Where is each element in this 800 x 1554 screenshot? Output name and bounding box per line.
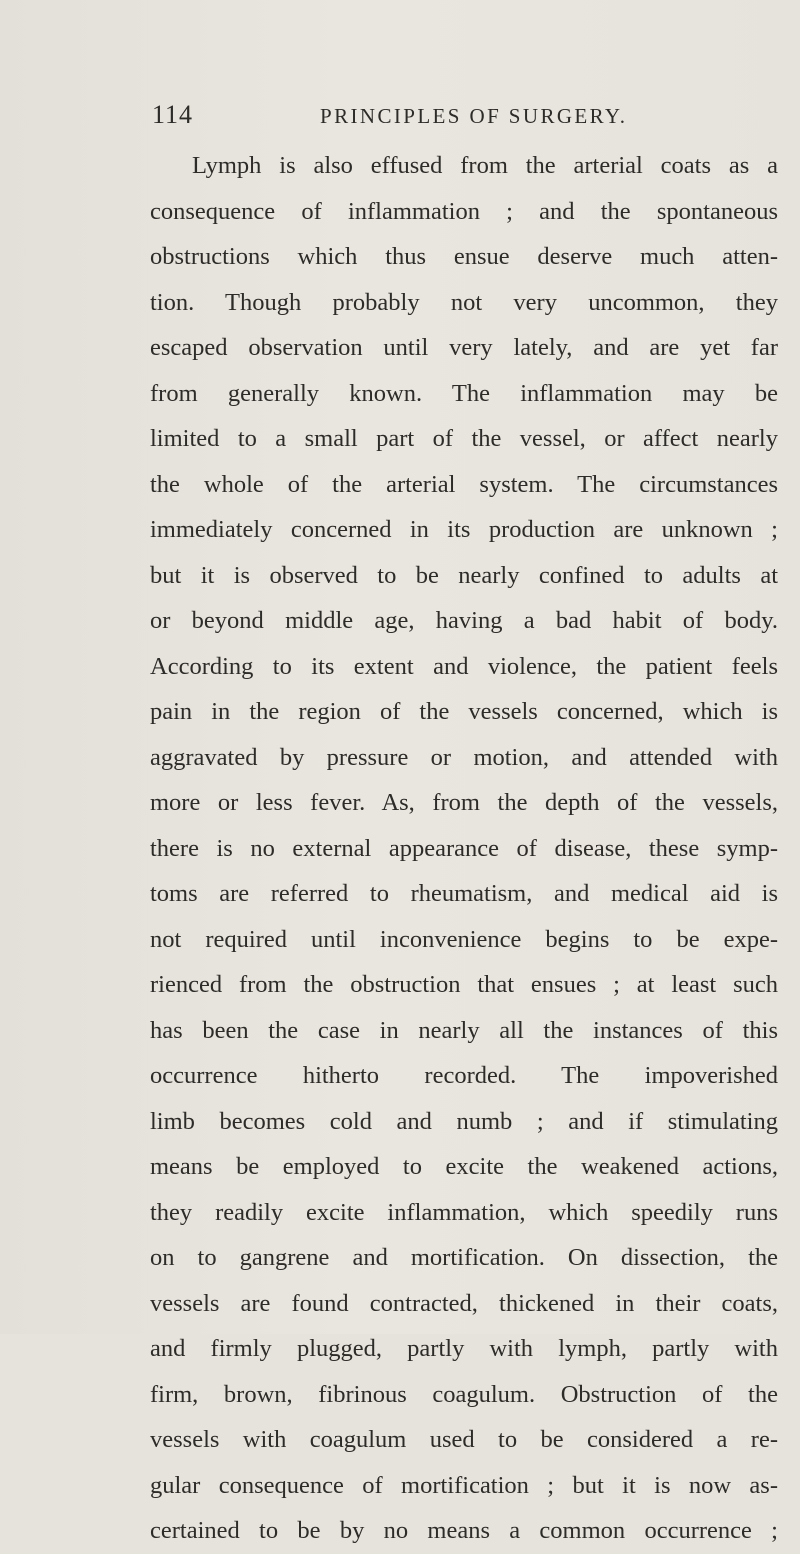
text-line: occurrence hitherto recorded. The impoverished: [150, 1062, 778, 1089]
text-line: obstructions which thus ensue deserve much atten-: [150, 243, 778, 270]
text-line: gular consequence of mortification ; but it is now as-: [150, 1471, 778, 1499]
text-line: aggravated by pressure or motion, and attended with: [150, 743, 778, 771]
text-line: consequence of inflammation ; and the spontaneous: [150, 197, 778, 225]
body-paragraph: [150, 143, 778, 1554]
text-line: more or less fever. As, from the depth of the vessels,: [150, 789, 778, 816]
text-line: not required until inconvenience begins to be expe-: [150, 925, 778, 953]
text-line: vessels with coagulum used to be considered a re-: [150, 1426, 778, 1453]
running-title: PRINCIPLES OF SURGERY.: [320, 104, 628, 128]
text-line: pain in the region of the vessels concerned, which is: [150, 698, 778, 725]
text-line: they readily excite inflammation, which speedily runs: [150, 1198, 778, 1226]
text-line: means be employed to excite the weakened actions,: [150, 1153, 778, 1180]
text-line: has been the case in nearly all the instances of this: [150, 1016, 778, 1044]
text-line: on to gangrene and mortification. On dissection, the: [150, 1244, 778, 1271]
text-line: According to its extent and violence, the patient feels: [150, 652, 778, 680]
page-number: 114: [152, 100, 194, 129]
text-line: and firmly plugged, partly with lymph, partly with: [150, 1335, 778, 1362]
text-line: vessels are found contracted, thickened in their coats,: [150, 1289, 778, 1317]
page-header: [152, 100, 712, 140]
text-line: firm, brown, fibrinous coagulum. Obstruction of the: [150, 1380, 778, 1408]
text-line: the whole of the arterial system. The circumstances: [150, 470, 778, 498]
text-line: there is no external appearance of disease, these symp-: [150, 834, 778, 862]
text-line: rienced from the obstruction that ensues ; at least such: [150, 971, 778, 998]
text-line: from generally known. The inflammation may be: [150, 379, 778, 407]
text-line: toms are referred to rheumatism, and medical aid is: [150, 880, 778, 907]
text-line: immediately concerned in its production are unknown ;: [150, 516, 778, 543]
text-line: certained to be by no means a common occurrence ;: [150, 1517, 778, 1544]
text-line: but it is observed to be nearly confined to adults at: [150, 561, 778, 589]
text-line: limited to a small part of the vessel, or affect nearly: [150, 425, 778, 452]
text-line: limb becomes cold and numb ; and if stimulating: [150, 1107, 778, 1135]
text-line: Lymph is also effused from the arterial coats as a: [192, 152, 778, 179]
text-line: escaped observation until very lately, and are yet far: [150, 334, 778, 361]
text-line: tion. Though probably not very uncommon, they: [150, 288, 778, 316]
text-line: or beyond middle age, having a bad habit of body.: [150, 607, 778, 634]
